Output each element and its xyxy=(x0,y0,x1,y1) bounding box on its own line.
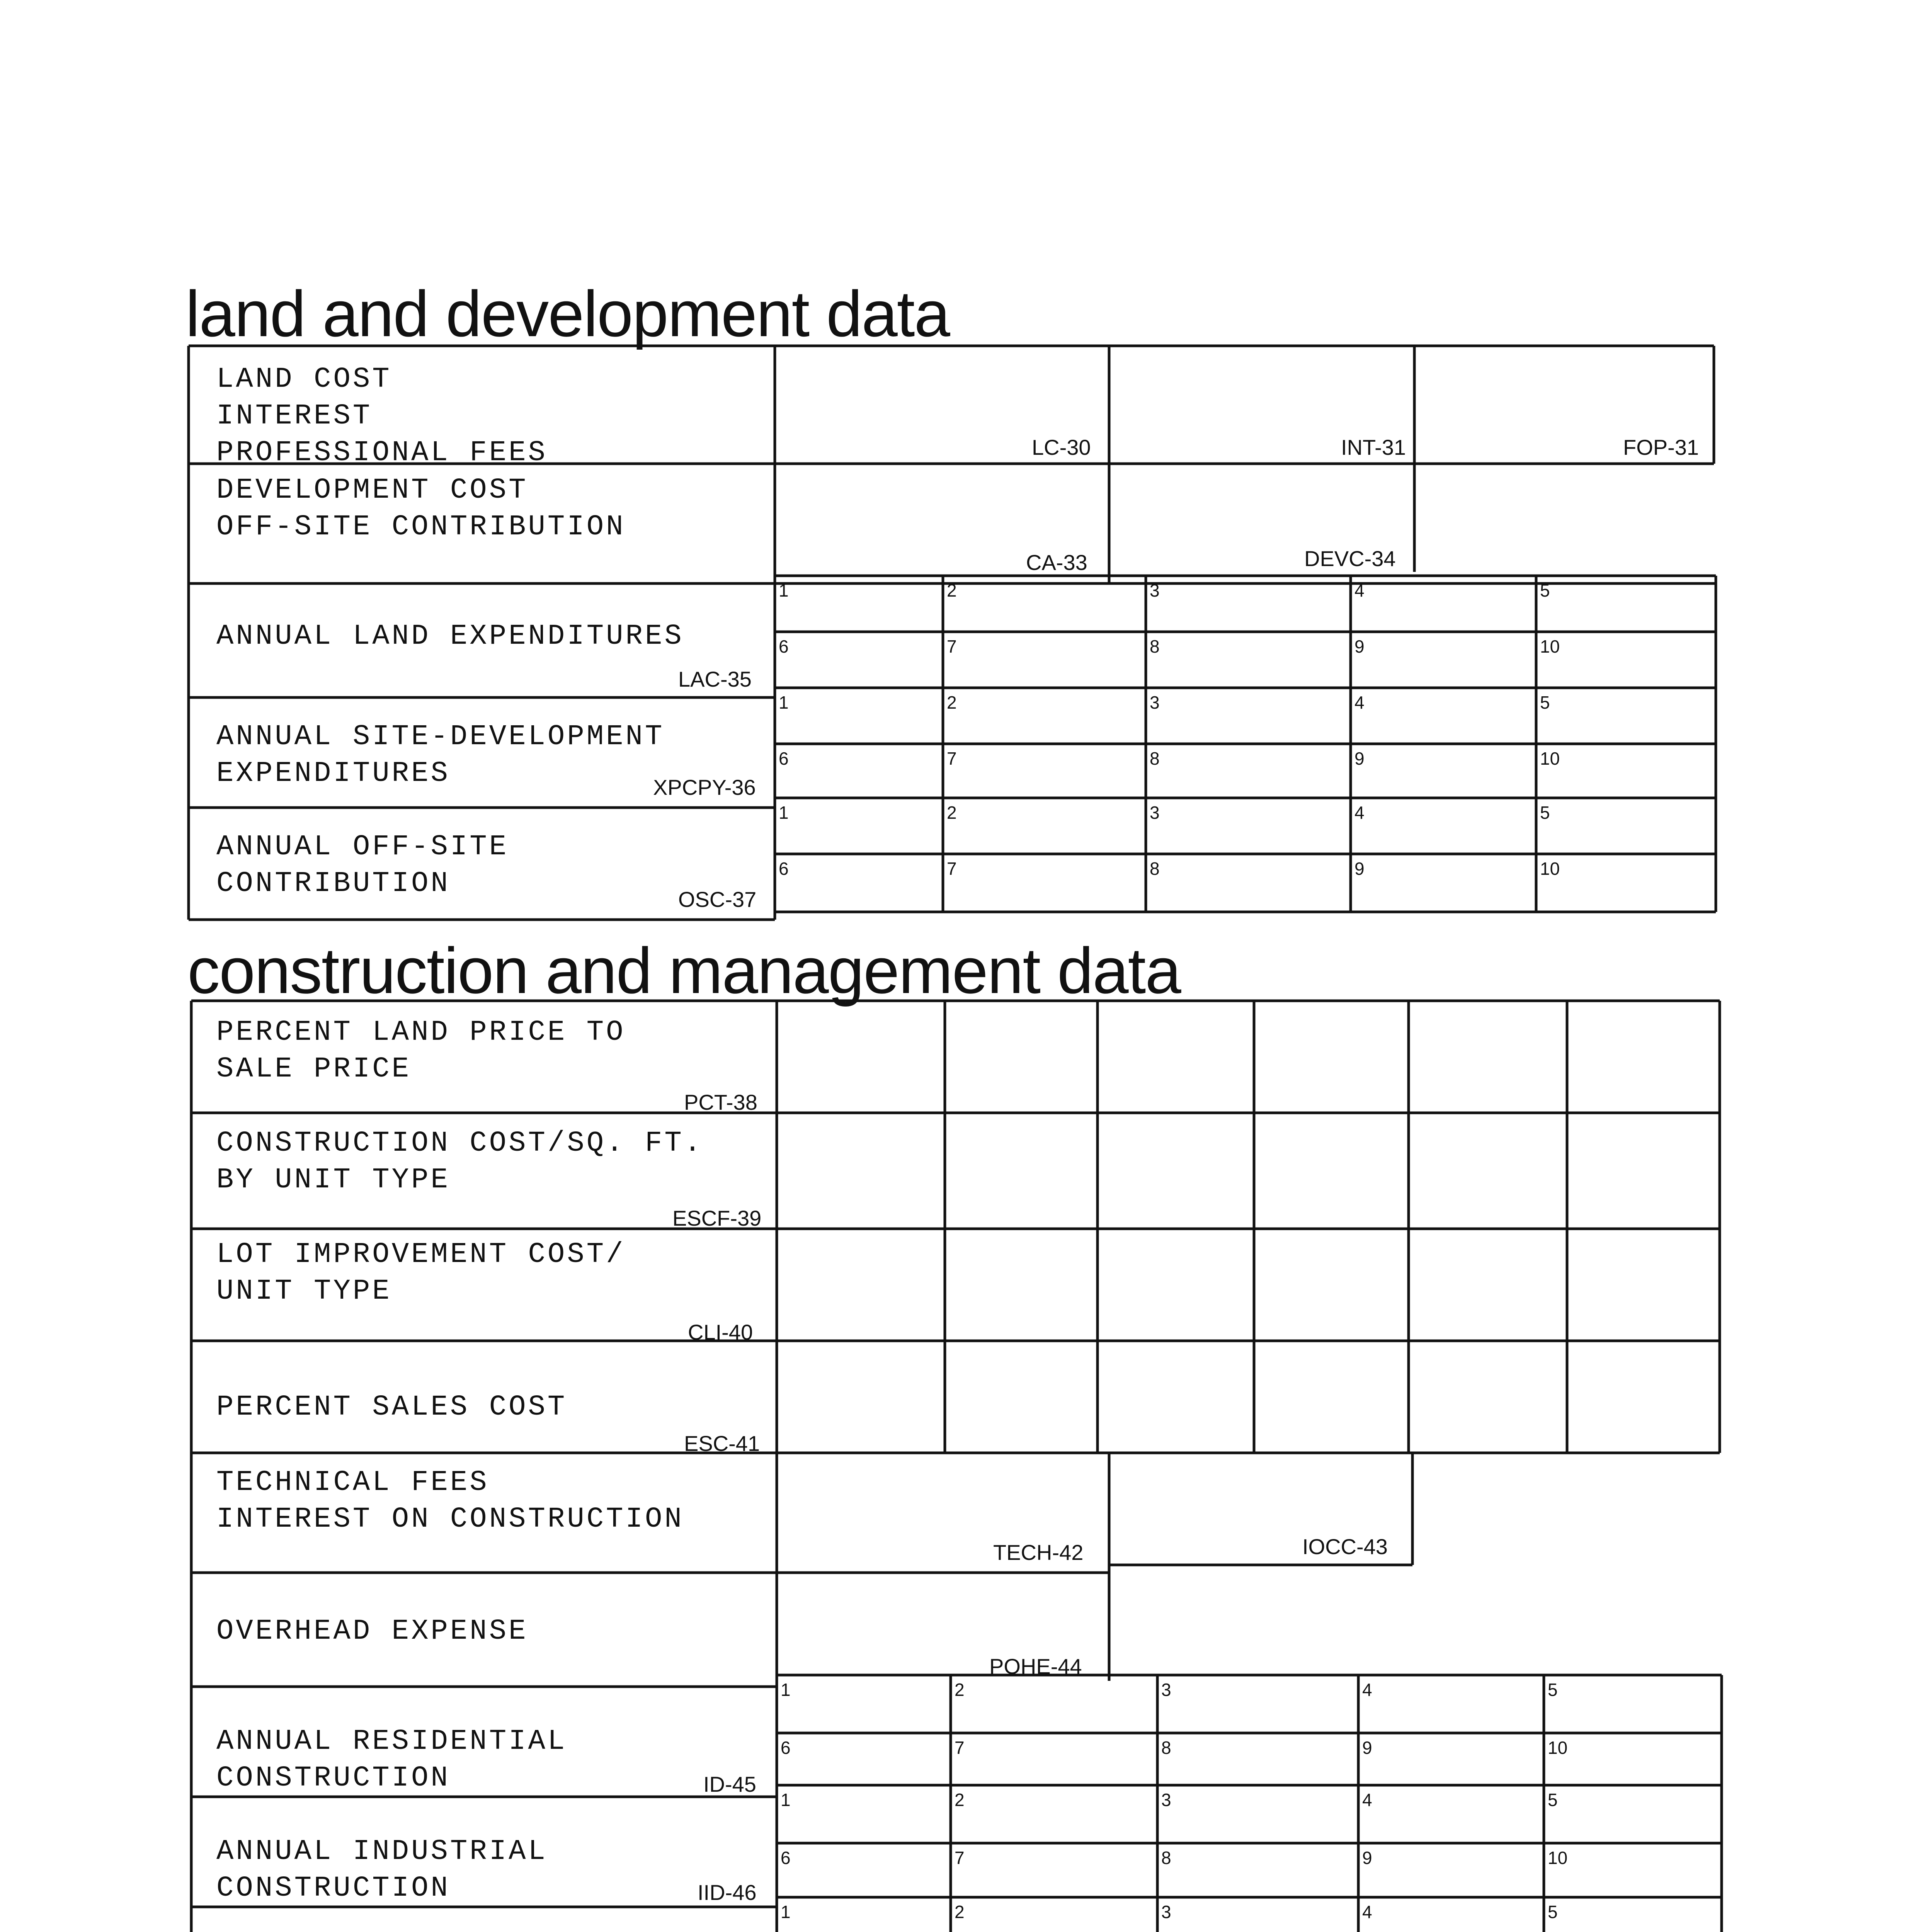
year-cell: 3 xyxy=(1150,580,1160,600)
year-cell: 10 xyxy=(1540,748,1560,769)
year-cell: 9 xyxy=(1354,859,1365,879)
technical-fees-label: TECHNICAL FEES INTEREST ON CONSTRUCTION xyxy=(216,1466,684,1536)
year-cell: 2 xyxy=(955,1680,965,1700)
year-cell: 6 xyxy=(779,748,789,769)
year-cell: 5 xyxy=(1540,803,1550,823)
sales-cost-label: PERCENT SALES COST xyxy=(216,1391,567,1423)
pct-land-label: PERCENT LAND PRICE TO SALE PRICE xyxy=(216,1016,626,1085)
year-cell: 3 xyxy=(1161,1680,1171,1700)
year-cell: 7 xyxy=(955,1848,965,1868)
land-section-title: land and development data xyxy=(185,277,949,350)
year-cell: 2 xyxy=(947,803,957,823)
construction-cost-label: CONSTRUCTION COST/SQ. FT. BY UNIT TYPE xyxy=(216,1127,704,1196)
year-cell: 2 xyxy=(947,580,957,600)
year-cell: 10 xyxy=(1540,859,1560,879)
code-osc-37: OSC-37 xyxy=(678,887,757,912)
year-cell: 9 xyxy=(1362,1848,1372,1868)
year-cell: 8 xyxy=(1150,859,1160,879)
code-iocc-43: IOCC-43 xyxy=(1302,1534,1388,1559)
year-cell: 4 xyxy=(1362,1902,1372,1922)
overhead-label: OVERHEAD EXPENSE xyxy=(216,1615,528,1648)
year-cell: 4 xyxy=(1354,692,1365,713)
code-devc-34: DEVC-34 xyxy=(1304,546,1396,571)
year-cell: 3 xyxy=(1150,692,1160,713)
year-cell: 4 xyxy=(1354,580,1365,600)
lot-improvement-label: LOT IMPROVEMENT COST/ UNIT TYPE xyxy=(216,1238,626,1308)
year-cell: 6 xyxy=(779,636,789,656)
year-cell: 7 xyxy=(947,636,957,656)
site-development-label: ANNUAL SITE-DEVELOPMENT EXPENDITURES xyxy=(216,721,665,790)
year-cell: 1 xyxy=(779,692,789,713)
year-cell: 9 xyxy=(1362,1738,1372,1758)
year-cell: 2 xyxy=(947,692,957,713)
code-iid-46: IID-46 xyxy=(698,1880,757,1905)
year-cell: 9 xyxy=(1354,748,1365,769)
year-cell: 5 xyxy=(1548,1902,1558,1922)
code-xpcpy-36: XPCPY-36 xyxy=(653,775,756,799)
year-cell: 3 xyxy=(1150,803,1160,823)
code-lac-35: LAC-35 xyxy=(678,667,752,691)
code-escf-39: ESCF-39 xyxy=(672,1206,762,1230)
year-cell: 8 xyxy=(1161,1848,1171,1868)
year-cell: 3 xyxy=(1161,1790,1171,1810)
year-cell: 8 xyxy=(1150,748,1160,769)
year-cell: 7 xyxy=(947,748,957,769)
year-cell: 5 xyxy=(1540,580,1550,600)
year-cell: 10 xyxy=(1548,1738,1568,1758)
year-cell: 4 xyxy=(1354,803,1365,823)
year-cell: 5 xyxy=(1548,1790,1558,1810)
year-cell: 7 xyxy=(947,859,957,879)
code-esc-41: ESC-41 xyxy=(684,1431,760,1456)
fees-row-label: LAND COST INTEREST PROFESSIONAL FEES xyxy=(216,363,548,469)
year-cell: 10 xyxy=(1540,636,1560,656)
year-cell: 1 xyxy=(781,1790,791,1810)
offsite-label: ANNUAL OFF-SITE CONTRIBUTION xyxy=(216,831,509,900)
year-cell: 5 xyxy=(1540,692,1550,713)
year-cell: 7 xyxy=(955,1738,965,1758)
construction-section-title: construction and management data xyxy=(187,934,1181,1007)
code-tech-42: TECH-42 xyxy=(993,1540,1084,1565)
year-cell: 1 xyxy=(781,1680,791,1700)
code-int-31: INT-31 xyxy=(1341,435,1406,459)
code-fop-31: FOP-31 xyxy=(1623,435,1699,459)
year-cell: 4 xyxy=(1362,1790,1372,1810)
code-cli-40: CLI-40 xyxy=(688,1320,753,1344)
year-cell: 1 xyxy=(779,803,789,823)
code-lc-30: LC-30 xyxy=(1032,435,1091,459)
year-cell: 9 xyxy=(1354,636,1365,656)
land-expenditures-label: ANNUAL LAND EXPENDITURES xyxy=(216,620,684,653)
year-cell: 1 xyxy=(781,1902,791,1922)
year-cell: 4 xyxy=(1362,1680,1372,1700)
code-id-45: ID-45 xyxy=(703,1772,756,1796)
year-cell: 1 xyxy=(779,580,789,600)
development-row-label: DEVELOPMENT COST OFF-SITE CONTRIBUTION xyxy=(216,474,626,543)
year-cell: 3 xyxy=(1161,1902,1171,1922)
year-cell: 6 xyxy=(781,1848,791,1868)
year-cell: 2 xyxy=(955,1790,965,1810)
code-pohe-44: POHE-44 xyxy=(989,1654,1082,1679)
year-cell: 2 xyxy=(955,1902,965,1922)
year-cell: 6 xyxy=(781,1738,791,1758)
code-ca-33: CA-33 xyxy=(1026,550,1087,575)
code-pct-38: PCT-38 xyxy=(684,1090,757,1114)
residential-label: ANNUAL RESIDENTIAL CONSTRUCTION xyxy=(216,1725,567,1794)
year-cell: 8 xyxy=(1161,1738,1171,1758)
year-cell: 5 xyxy=(1548,1680,1558,1700)
industrial-label: ANNUAL INDUSTRIAL CONSTRUCTION xyxy=(216,1835,548,1905)
year-cell: 10 xyxy=(1548,1848,1568,1868)
year-cell: 6 xyxy=(779,859,789,879)
year-cell: 8 xyxy=(1150,636,1160,656)
